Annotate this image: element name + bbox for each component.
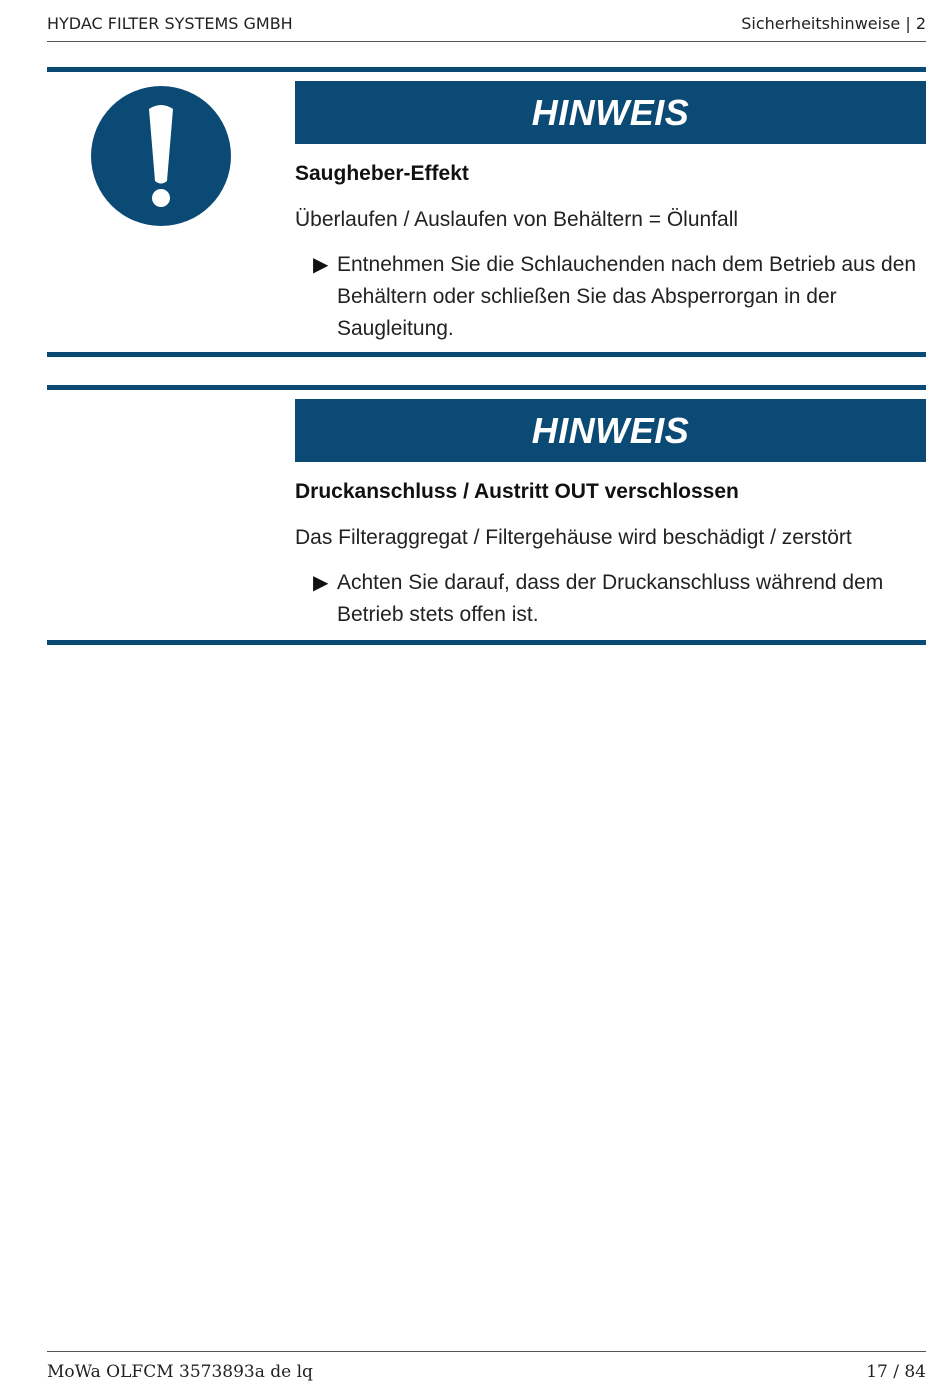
- action-item: [295, 567, 926, 631]
- action-text: Entnehmen Sie die Schlauchenden nach dem Betrieb aus den Behältern oder schließen Sie das Absperrorgan in der Saugleitung.: [337, 253, 917, 340]
- notice-content: [295, 390, 926, 631]
- action-text: Achten Sie darauf, dass der Druckanschluss während dem Betrieb stets offen ist.: [337, 571, 884, 626]
- notice-content: [295, 72, 926, 345]
- signal-word-banner: HINWEIS: [295, 399, 926, 462]
- page-footer: [47, 1351, 926, 1382]
- page-header: [47, 14, 926, 42]
- notice-box: [47, 67, 926, 357]
- notice-consequence: Überlaufen / Auslaufen von Behältern = Ölunfall: [295, 208, 739, 231]
- exclamation-icon: [90, 85, 232, 227]
- document-id: MoWa OLFCM 3573893a de lq: [47, 1362, 313, 1382]
- bullet-arrow-icon: ▶: [313, 254, 329, 276]
- notice-title: Druckanschluss / Austritt OUT verschlossen: [295, 480, 739, 503]
- section-title: Sicherheitshinweise | 2: [741, 14, 926, 33]
- page-number: 17 / 84: [866, 1362, 926, 1382]
- signal-word-banner: HINWEIS: [295, 81, 926, 144]
- notice-consequence: Das Filteraggregat / Filtergehäuse wird beschädigt / zerstört: [295, 526, 852, 549]
- bullet-arrow-icon: ▶: [313, 572, 329, 594]
- notice-box: [47, 385, 926, 645]
- company-name: HYDAC FILTER SYSTEMS GMBH: [47, 14, 293, 33]
- action-item: [295, 249, 926, 345]
- notice-title: Saugheber-Effekt: [295, 162, 469, 185]
